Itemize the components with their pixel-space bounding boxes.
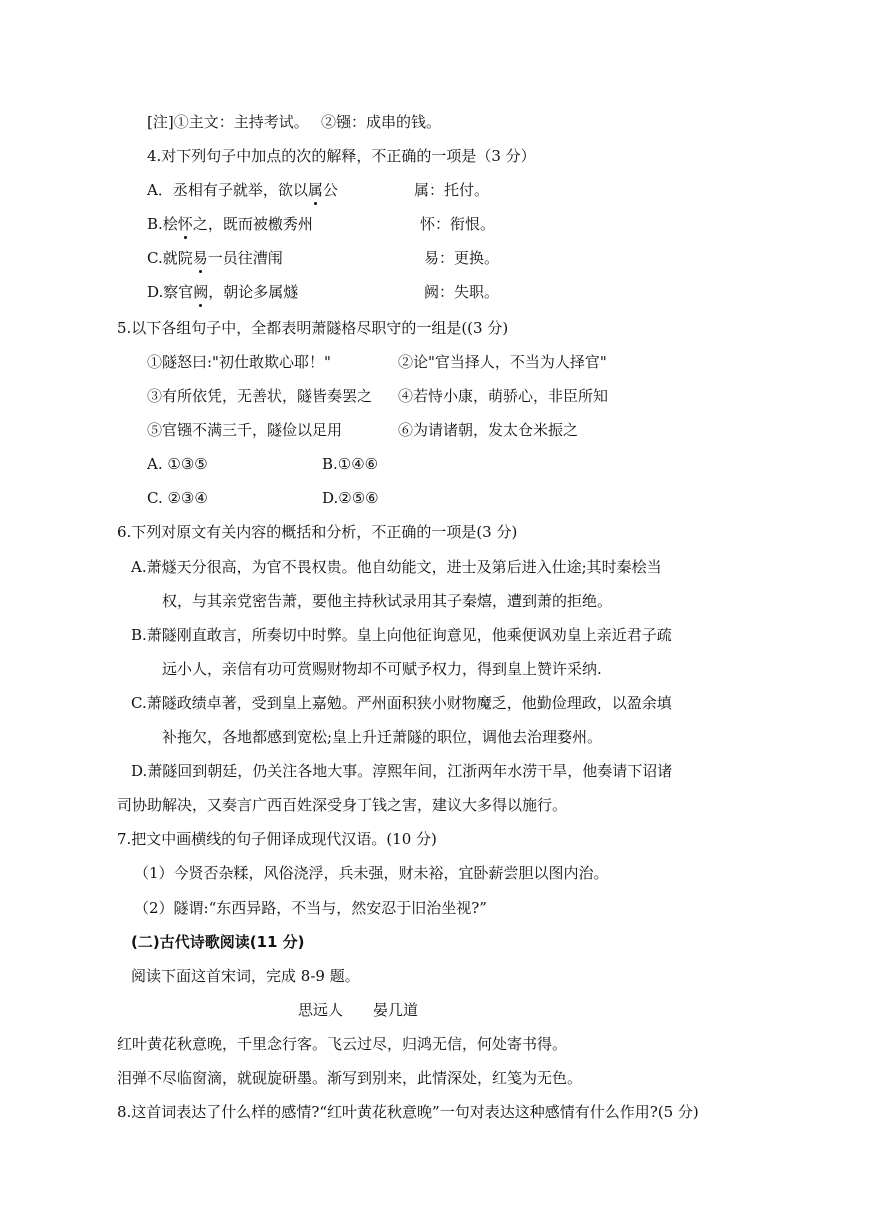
q5-item-3: ③有所依凭，无善状，隧皆奏罢之 xyxy=(147,387,373,405)
q6-option-c-line1: C.萧隧政绩卓著，受到皇上嘉勉。严州面积狭小财物魔乏，他勤俭理政，以盈余填 xyxy=(131,694,672,712)
q4-option-b-gloss: 怀：衔恨。 xyxy=(420,215,496,233)
q5-option-c: C. ②③④ xyxy=(147,489,208,507)
q4-option-c xyxy=(147,248,283,268)
q6-option-b-line1: B.萧隧刚直敢言，所奏切中时弊。皇上向他征询意见，他乘便讽劝皇上亲近君子疏 xyxy=(131,626,672,644)
q4-option-a-post: 公 xyxy=(322,181,338,199)
q4-option-d-dotted-char: 阙 xyxy=(193,283,209,301)
poem-instruction: 阅读下面这首宋词，完成 8-9 题。 xyxy=(131,967,360,985)
q4-option-b-post: 之，既而被檄秀州 xyxy=(192,215,313,233)
q5-option-a: A. ①③⑤ xyxy=(147,455,208,473)
q6-option-c-line2: 补拖欠，各地都感到宽松;皇上升迁萧隧的职位，调他去治理婺州。 xyxy=(162,728,603,746)
q5-option-d: D.②⑤⑥ xyxy=(322,489,379,507)
q4-option-c-gloss: 易：更换。 xyxy=(424,249,500,267)
q6-option-a-line1: A.萧燧天分很高，为官不畏权贵。他自幼能文，进士及第后进入仕途;其时秦桧当 xyxy=(131,558,662,576)
q5-option-b: B.①④⑥ xyxy=(322,455,379,473)
q4-option-a-dotted-char: 属 xyxy=(307,181,323,199)
q4-option-c-pre: C.就院 xyxy=(147,249,193,267)
poem-title-author: 思远人 晏几道 xyxy=(298,1001,419,1019)
q4-option-a-pre: A．丞相有子就举，欲以 xyxy=(147,181,308,199)
question-8-stem: 8.这首词表达了什么样的感情?“红叶黄花秋意晚”一句对表达这种感情有什么作用?(5 分) xyxy=(117,1103,699,1121)
q4-option-b-dotted-char: 怀 xyxy=(177,215,193,233)
q4-option-a xyxy=(147,180,338,200)
q5-item-5: ⑤官镪不满三千，隧俭以足用 xyxy=(147,421,343,439)
q4-option-b xyxy=(147,214,313,234)
question-5-stem: 5.以下各组句子中，全都表明萧隧格尽职守的一组是((3 分) xyxy=(117,319,509,337)
q4-option-d xyxy=(147,282,298,302)
q6-option-b-line2: 远小人，亲信有功可赏赐财物却不可赋予权力，得到皇上赞许采纳. xyxy=(162,660,602,678)
q4-option-c-post: 一员往漕闱 xyxy=(207,249,283,267)
question-7-stem: 7.把文中画横线的句子佣译成现代汉语。(10 分) xyxy=(117,830,437,848)
q7-sentence-1: （1）今贤否杂糅，风俗浇浮，兵未强，财未裕，宜卧薪尝胆以图内治。 xyxy=(134,864,609,882)
section-heading-poetry: (二)古代诗歌阅读(11 分) xyxy=(131,933,305,951)
question-4-stem: 4.对下列句子中加点的次的解释，不正确的一项是（3 分） xyxy=(147,147,536,165)
q4-option-c-dotted-char: 易 xyxy=(192,249,208,267)
poem-line-1: 红叶黄花秋意晚，千里念行客。飞云过尽，归鸿无信，何处寄书得。 xyxy=(117,1035,568,1053)
q4-option-b-pre: B.桧 xyxy=(147,215,178,233)
question-6-stem: 6.下列对原文有关内容的概括和分析，不正确的一项是(3 分) xyxy=(117,523,518,541)
q6-option-d-line1: D.萧隧回到朝廷，仍关注各地大事。淳熙年间，江浙两年水涝干旱，他奏请下诏诸 xyxy=(131,762,673,780)
q5-item-2: ②论"官当择人，不当为人择官" xyxy=(398,353,607,371)
q6-option-a-line2: 权，与其亲党密告萧，要他主持秋试录用其子秦熺，遭到萧的拒绝。 xyxy=(162,592,613,610)
q7-sentence-2: （2）隧谓:“东西异路，不当与，然安忍于旧治坐视?” xyxy=(134,899,487,917)
q4-option-d-pre: D.察官 xyxy=(147,283,194,301)
q5-item-6: ⑥为请诸朝，发太仓米振之 xyxy=(398,421,579,439)
q4-option-d-gloss: 阙：失职。 xyxy=(424,283,500,301)
q6-option-d-line2: 司协助解决，又奏言广西百姓深受身丁钱之害，建议大多得以施行。 xyxy=(117,796,568,814)
poem-line-2: 泪弹不尽临窗滴，就砚旋研墨。渐写到别来，此情深处，红笺为无色。 xyxy=(117,1069,583,1087)
q5-item-1: ①隧怒曰:"初仕敢欺心耶！" xyxy=(147,353,331,371)
footnote: [注]①主文：主持考试。 ②镪：成串的钱。 xyxy=(147,113,441,131)
q4-option-a-gloss: 属：托付。 xyxy=(414,181,490,199)
q4-option-d-post: ，朝论多属燧 xyxy=(208,283,299,301)
q5-item-4: ④若恃小康，萌骄心，非臣所知 xyxy=(398,387,609,405)
